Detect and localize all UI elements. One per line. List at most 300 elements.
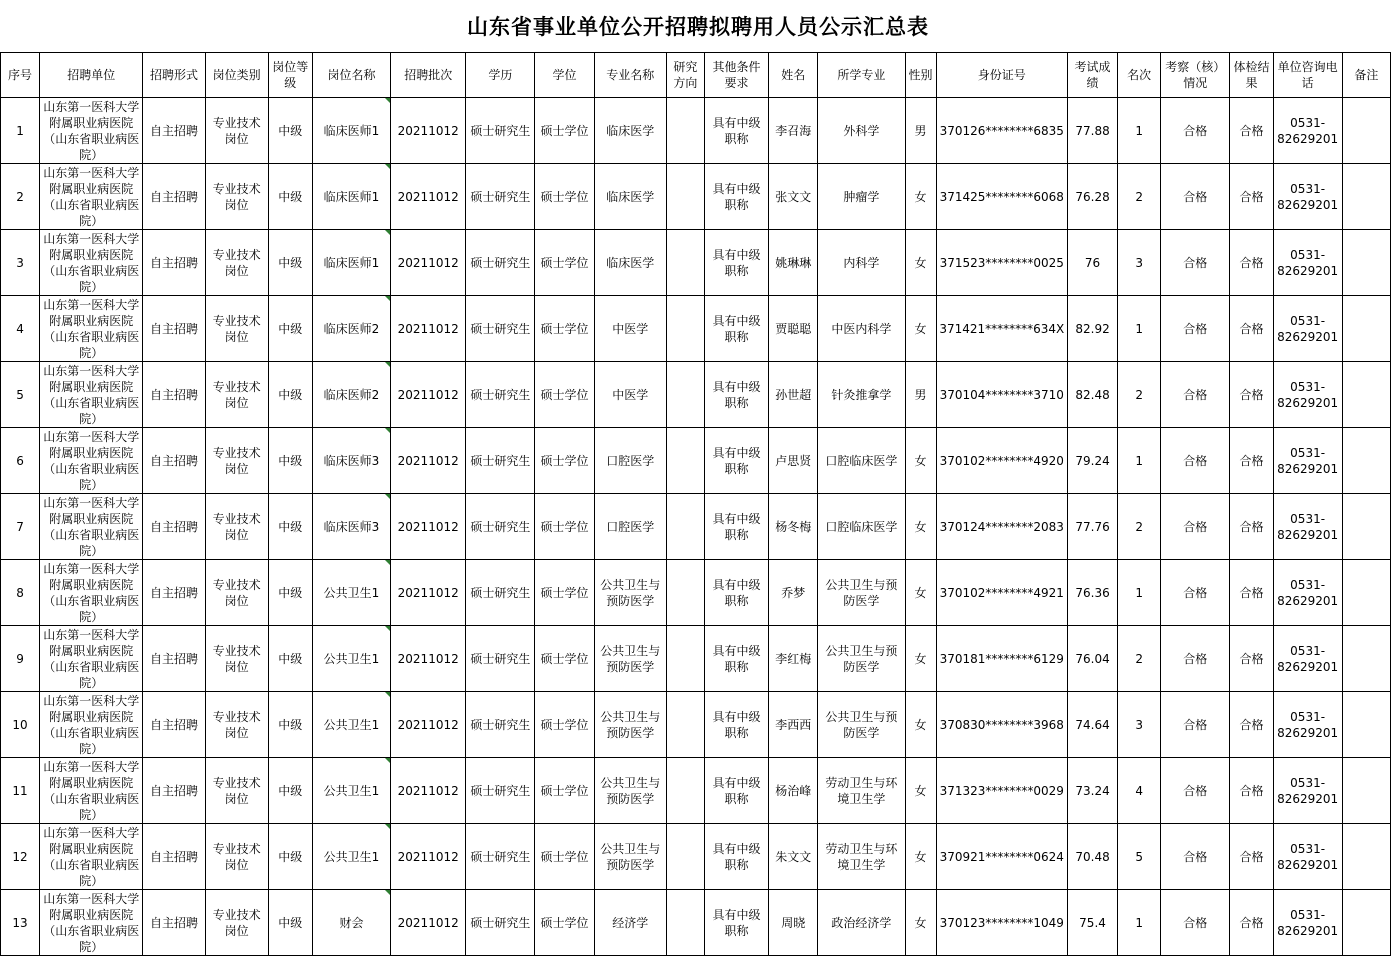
- table-row: [1, 758, 1391, 824]
- cell-degree: 硕士学位: [535, 692, 594, 758]
- cell-level: 中级: [268, 626, 312, 692]
- cell-major: 口腔医学: [594, 428, 666, 494]
- cell-seq: 5: [1, 362, 40, 428]
- cell-education: 硕士研究生: [466, 692, 535, 758]
- cell-category: 专业技术岗位: [205, 230, 268, 296]
- cell-degree: 硕士学位: [535, 758, 594, 824]
- cell-gender: 女: [905, 824, 936, 890]
- cell-medical: 合格: [1230, 494, 1273, 560]
- cell-id: 370124********2083: [936, 494, 1067, 560]
- column-header: 备注: [1342, 53, 1390, 98]
- cell-category: 专业技术岗位: [205, 692, 268, 758]
- cell-direction: [666, 98, 704, 164]
- column-header: 岗位类别: [205, 53, 268, 98]
- cell-other: 具有中级职称: [704, 98, 768, 164]
- cell-score: 77.88: [1067, 98, 1117, 164]
- column-header: 其他条件要求: [704, 53, 768, 98]
- cell-gender: 女: [905, 164, 936, 230]
- cell-level: 中级: [268, 230, 312, 296]
- cell-gender: 女: [905, 560, 936, 626]
- cell-direction: [666, 296, 704, 362]
- cell-other: 具有中级职称: [704, 692, 768, 758]
- cell-direction: [666, 164, 704, 230]
- cell-direction: [666, 428, 704, 494]
- cell-direction: [666, 758, 704, 824]
- cell-name: 李召海: [769, 98, 818, 164]
- cell-degree: 硕士学位: [535, 230, 594, 296]
- cell-rank: 2: [1118, 362, 1161, 428]
- cell-batch: 20211012: [391, 626, 466, 692]
- cell-id: 371421********634X: [936, 296, 1067, 362]
- cell-score: 74.64: [1067, 692, 1117, 758]
- cell-direction: [666, 626, 704, 692]
- cell-id: 370102********4921: [936, 560, 1067, 626]
- cell-seq: 13: [1, 890, 40, 956]
- cell-direction: [666, 560, 704, 626]
- cell-note: [1342, 692, 1390, 758]
- cell-gender: 女: [905, 494, 936, 560]
- cell-medical: 合格: [1230, 428, 1273, 494]
- cell-category: 专业技术岗位: [205, 164, 268, 230]
- column-header: 学位: [535, 53, 594, 98]
- cell-direction: [666, 230, 704, 296]
- cell-id: 370830********3968: [936, 692, 1067, 758]
- cell-category: 专业技术岗位: [205, 494, 268, 560]
- cell-score: 73.24: [1067, 758, 1117, 824]
- cell-name: 杨治峰: [769, 758, 818, 824]
- cell-degree: 硕士学位: [535, 164, 594, 230]
- cell-studied: 公共卫生与预防医学: [818, 560, 905, 626]
- cell-post: 临床医师2: [312, 296, 390, 362]
- cell-form: 自主招聘: [143, 428, 205, 494]
- cell-note: [1342, 890, 1390, 956]
- cell-batch: 20211012: [391, 164, 466, 230]
- cell-education: 硕士研究生: [466, 626, 535, 692]
- cell-seq: 7: [1, 494, 40, 560]
- cell-post: 临床医师3: [312, 428, 390, 494]
- column-header: 体检结果: [1230, 53, 1273, 98]
- cell-inspect: 合格: [1161, 494, 1230, 560]
- cell-medical: 合格: [1230, 362, 1273, 428]
- header-row: [1, 53, 1391, 98]
- cell-education: 硕士研究生: [466, 494, 535, 560]
- cell-name: 周晓: [769, 890, 818, 956]
- cell-note: [1342, 560, 1390, 626]
- cell-phone: 0531-82629201: [1273, 428, 1342, 494]
- cell-seq: 8: [1, 560, 40, 626]
- recruitment-table: [0, 52, 1391, 956]
- cell-batch: 20211012: [391, 362, 466, 428]
- cell-unit: 山东第一医科大学附属职业病医院（山东省职业病医院）: [40, 758, 143, 824]
- cell-direction: [666, 362, 704, 428]
- cell-medical: 合格: [1230, 692, 1273, 758]
- cell-batch: 20211012: [391, 824, 466, 890]
- cell-score: 76.04: [1067, 626, 1117, 692]
- cell-degree: 硕士学位: [535, 362, 594, 428]
- cell-gender: 女: [905, 758, 936, 824]
- column-header: 身份证号: [936, 53, 1067, 98]
- column-header: 考察（核）情况: [1161, 53, 1230, 98]
- cell-other: 具有中级职称: [704, 230, 768, 296]
- cell-level: 中级: [268, 98, 312, 164]
- cell-rank: 1: [1118, 890, 1161, 956]
- cell-inspect: 合格: [1161, 758, 1230, 824]
- table-body: [1, 98, 1391, 956]
- column-header: 名次: [1118, 53, 1161, 98]
- cell-rank: 4: [1118, 758, 1161, 824]
- cell-direction: [666, 890, 704, 956]
- cell-unit: 山东第一医科大学附属职业病医院（山东省职业病医院）: [40, 560, 143, 626]
- cell-gender: 女: [905, 626, 936, 692]
- cell-unit: 山东第一医科大学附属职业病医院（山东省职业病医院）: [40, 98, 143, 164]
- cell-form: 自主招聘: [143, 230, 205, 296]
- cell-direction: [666, 824, 704, 890]
- cell-degree: 硕士学位: [535, 296, 594, 362]
- cell-category: 专业技术岗位: [205, 890, 268, 956]
- cell-major: 中医学: [594, 362, 666, 428]
- cell-phone: 0531-82629201: [1273, 98, 1342, 164]
- cell-inspect: 合格: [1161, 98, 1230, 164]
- cell-phone: 0531-82629201: [1273, 494, 1342, 560]
- cell-degree: 硕士学位: [535, 98, 594, 164]
- cell-name: 乔梦: [769, 560, 818, 626]
- cell-rank: 5: [1118, 824, 1161, 890]
- cell-name: 杨冬梅: [769, 494, 818, 560]
- cell-id: 371523********0025: [936, 230, 1067, 296]
- cell-education: 硕士研究生: [466, 428, 535, 494]
- cell-level: 中级: [268, 758, 312, 824]
- cell-unit: 山东第一医科大学附属职业病医院（山东省职业病医院）: [40, 890, 143, 956]
- cell-rank: 1: [1118, 98, 1161, 164]
- cell-medical: 合格: [1230, 626, 1273, 692]
- cell-post: 公共卫生1: [312, 758, 390, 824]
- cell-medical: 合格: [1230, 230, 1273, 296]
- cell-name: 李红梅: [769, 626, 818, 692]
- cell-medical: 合格: [1230, 98, 1273, 164]
- cell-other: 具有中级职称: [704, 428, 768, 494]
- cell-education: 硕士研究生: [466, 824, 535, 890]
- cell-inspect: 合格: [1161, 164, 1230, 230]
- cell-name: 贾聪聪: [769, 296, 818, 362]
- column-header: 招聘批次: [391, 53, 466, 98]
- cell-level: 中级: [268, 428, 312, 494]
- cell-rank: 3: [1118, 692, 1161, 758]
- cell-form: 自主招聘: [143, 626, 205, 692]
- cell-seq: 6: [1, 428, 40, 494]
- cell-note: [1342, 626, 1390, 692]
- cell-inspect: 合格: [1161, 824, 1230, 890]
- cell-post: 财会: [312, 890, 390, 956]
- cell-unit: 山东第一医科大学附属职业病医院（山东省职业病医院）: [40, 494, 143, 560]
- column-header: 招聘形式: [143, 53, 205, 98]
- cell-score: 75.4: [1067, 890, 1117, 956]
- cell-note: [1342, 362, 1390, 428]
- cell-level: 中级: [268, 824, 312, 890]
- cell-gender: 女: [905, 890, 936, 956]
- cell-id: 370123********1049: [936, 890, 1067, 956]
- cell-gender: 男: [905, 98, 936, 164]
- cell-score: 76.28: [1067, 164, 1117, 230]
- table-row: [1, 296, 1391, 362]
- cell-batch: 20211012: [391, 692, 466, 758]
- cell-seq: 12: [1, 824, 40, 890]
- cell-batch: 20211012: [391, 230, 466, 296]
- cell-inspect: 合格: [1161, 230, 1230, 296]
- cell-post: 公共卫生1: [312, 626, 390, 692]
- cell-unit: 山东第一医科大学附属职业病医院（山东省职业病医院）: [40, 164, 143, 230]
- cell-post: 公共卫生1: [312, 560, 390, 626]
- cell-seq: 10: [1, 692, 40, 758]
- cell-form: 自主招聘: [143, 362, 205, 428]
- cell-inspect: 合格: [1161, 560, 1230, 626]
- cell-major: 公共卫生与预防医学: [594, 758, 666, 824]
- cell-degree: 硕士学位: [535, 494, 594, 560]
- cell-form: 自主招聘: [143, 560, 205, 626]
- cell-seq: 4: [1, 296, 40, 362]
- cell-form: 自主招聘: [143, 824, 205, 890]
- cell-name: 李西西: [769, 692, 818, 758]
- table-row: [1, 164, 1391, 230]
- cell-major: 中医学: [594, 296, 666, 362]
- cell-form: 自主招聘: [143, 758, 205, 824]
- table-row: [1, 692, 1391, 758]
- cell-other: 具有中级职称: [704, 890, 768, 956]
- cell-rank: 1: [1118, 428, 1161, 494]
- cell-level: 中级: [268, 164, 312, 230]
- cell-level: 中级: [268, 362, 312, 428]
- column-header: 招聘单位: [40, 53, 143, 98]
- table-row: [1, 494, 1391, 560]
- cell-post: 公共卫生1: [312, 824, 390, 890]
- column-header: 研究方向: [666, 53, 704, 98]
- cell-studied: 公共卫生与预防医学: [818, 692, 905, 758]
- cell-education: 硕士研究生: [466, 296, 535, 362]
- cell-id: 371425********6068: [936, 164, 1067, 230]
- cell-rank: 2: [1118, 626, 1161, 692]
- cell-score: 76.36: [1067, 560, 1117, 626]
- cell-education: 硕士研究生: [466, 362, 535, 428]
- cell-education: 硕士研究生: [466, 890, 535, 956]
- cell-direction: [666, 692, 704, 758]
- cell-note: [1342, 824, 1390, 890]
- cell-studied: 中医内科学: [818, 296, 905, 362]
- cell-post: 公共卫生1: [312, 692, 390, 758]
- cell-post: 临床医师1: [312, 230, 390, 296]
- cell-phone: 0531-82629201: [1273, 164, 1342, 230]
- cell-other: 具有中级职称: [704, 494, 768, 560]
- cell-note: [1342, 230, 1390, 296]
- table-row: [1, 230, 1391, 296]
- cell-post: 临床医师1: [312, 164, 390, 230]
- cell-id: 371323********0029: [936, 758, 1067, 824]
- cell-unit: 山东第一医科大学附属职业病医院（山东省职业病医院）: [40, 230, 143, 296]
- cell-other: 具有中级职称: [704, 758, 768, 824]
- cell-batch: 20211012: [391, 98, 466, 164]
- cell-medical: 合格: [1230, 890, 1273, 956]
- cell-id: 370921********0624: [936, 824, 1067, 890]
- cell-medical: 合格: [1230, 758, 1273, 824]
- column-header: 单位咨询电话: [1273, 53, 1342, 98]
- cell-phone: 0531-82629201: [1273, 626, 1342, 692]
- cell-score: 70.48: [1067, 824, 1117, 890]
- cell-gender: 男: [905, 362, 936, 428]
- cell-degree: 硕士学位: [535, 428, 594, 494]
- cell-direction: [666, 494, 704, 560]
- cell-category: 专业技术岗位: [205, 824, 268, 890]
- cell-name: 孙世超: [769, 362, 818, 428]
- cell-post: 临床医师3: [312, 494, 390, 560]
- cell-other: 具有中级职称: [704, 362, 768, 428]
- cell-category: 专业技术岗位: [205, 98, 268, 164]
- cell-studied: 肿瘤学: [818, 164, 905, 230]
- cell-gender: 女: [905, 692, 936, 758]
- cell-category: 专业技术岗位: [205, 428, 268, 494]
- cell-form: 自主招聘: [143, 98, 205, 164]
- cell-major: 临床医学: [594, 164, 666, 230]
- cell-note: [1342, 428, 1390, 494]
- cell-medical: 合格: [1230, 296, 1273, 362]
- cell-score: 79.24: [1067, 428, 1117, 494]
- cell-gender: 女: [905, 428, 936, 494]
- cell-seq: 1: [1, 98, 40, 164]
- cell-form: 自主招聘: [143, 494, 205, 560]
- cell-unit: 山东第一医科大学附属职业病医院（山东省职业病医院）: [40, 362, 143, 428]
- cell-unit: 山东第一医科大学附属职业病医院（山东省职业病医院）: [40, 428, 143, 494]
- cell-major: 临床医学: [594, 230, 666, 296]
- cell-education: 硕士研究生: [466, 164, 535, 230]
- cell-medical: 合格: [1230, 560, 1273, 626]
- table-row: [1, 824, 1391, 890]
- cell-gender: 女: [905, 230, 936, 296]
- cell-major: 公共卫生与预防医学: [594, 626, 666, 692]
- cell-major: 临床医学: [594, 98, 666, 164]
- cell-education: 硕士研究生: [466, 98, 535, 164]
- table-row: [1, 428, 1391, 494]
- cell-phone: 0531-82629201: [1273, 230, 1342, 296]
- cell-other: 具有中级职称: [704, 164, 768, 230]
- cell-unit: 山东第一医科大学附属职业病医院（山东省职业病医院）: [40, 296, 143, 362]
- cell-studied: 公共卫生与预防医学: [818, 626, 905, 692]
- cell-education: 硕士研究生: [466, 230, 535, 296]
- cell-name: 朱文文: [769, 824, 818, 890]
- cell-medical: 合格: [1230, 164, 1273, 230]
- page-title: 山东省事业单位公开招聘拟聘用人员公示汇总表: [467, 15, 929, 39]
- column-header: 序号: [1, 53, 40, 98]
- cell-phone: 0531-82629201: [1273, 692, 1342, 758]
- cell-form: 自主招聘: [143, 692, 205, 758]
- cell-id: 370104********3710: [936, 362, 1067, 428]
- cell-studied: 外科学: [818, 98, 905, 164]
- cell-note: [1342, 758, 1390, 824]
- cell-phone: 0531-82629201: [1273, 560, 1342, 626]
- cell-seq: 9: [1, 626, 40, 692]
- cell-unit: 山东第一医科大学附属职业病医院（山东省职业病医院）: [40, 692, 143, 758]
- cell-inspect: 合格: [1161, 890, 1230, 956]
- cell-rank: 1: [1118, 296, 1161, 362]
- cell-phone: 0531-82629201: [1273, 362, 1342, 428]
- cell-studied: 口腔临床医学: [818, 428, 905, 494]
- cell-seq: 11: [1, 758, 40, 824]
- cell-major: 公共卫生与预防医学: [594, 692, 666, 758]
- cell-degree: 硕士学位: [535, 890, 594, 956]
- cell-unit: 山东第一医科大学附属职业病医院（山东省职业病医院）: [40, 824, 143, 890]
- cell-name: 张文文: [769, 164, 818, 230]
- cell-category: 专业技术岗位: [205, 758, 268, 824]
- table-row: [1, 890, 1391, 956]
- cell-post: 临床医师2: [312, 362, 390, 428]
- table-row: [1, 362, 1391, 428]
- column-header: 性别: [905, 53, 936, 98]
- cell-studied: 政治经济学: [818, 890, 905, 956]
- cell-rank: 2: [1118, 494, 1161, 560]
- cell-batch: 20211012: [391, 296, 466, 362]
- cell-rank: 3: [1118, 230, 1161, 296]
- column-header: 专业名称: [594, 53, 666, 98]
- cell-id: 370102********4920: [936, 428, 1067, 494]
- cell-major: 经济学: [594, 890, 666, 956]
- cell-seq: 2: [1, 164, 40, 230]
- table-row: [1, 560, 1391, 626]
- cell-seq: 3: [1, 230, 40, 296]
- cell-category: 专业技术岗位: [205, 362, 268, 428]
- cell-phone: 0531-82629201: [1273, 296, 1342, 362]
- column-header: 所学专业: [818, 53, 905, 98]
- cell-form: 自主招聘: [143, 164, 205, 230]
- cell-score: 77.76: [1067, 494, 1117, 560]
- cell-form: 自主招聘: [143, 890, 205, 956]
- column-header: 考试成绩: [1067, 53, 1117, 98]
- cell-batch: 20211012: [391, 560, 466, 626]
- cell-batch: 20211012: [391, 428, 466, 494]
- table-row: [1, 98, 1391, 164]
- cell-score: 82.92: [1067, 296, 1117, 362]
- cell-batch: 20211012: [391, 758, 466, 824]
- cell-score: 76: [1067, 230, 1117, 296]
- cell-major: 公共卫生与预防医学: [594, 824, 666, 890]
- cell-medical: 合格: [1230, 824, 1273, 890]
- cell-category: 专业技术岗位: [205, 560, 268, 626]
- cell-major: 公共卫生与预防医学: [594, 560, 666, 626]
- table-row: [1, 626, 1391, 692]
- cell-form: 自主招聘: [143, 296, 205, 362]
- cell-phone: 0531-82629201: [1273, 890, 1342, 956]
- cell-note: [1342, 296, 1390, 362]
- column-header: 岗位名称: [312, 53, 390, 98]
- cell-level: 中级: [268, 692, 312, 758]
- cell-gender: 女: [905, 296, 936, 362]
- cell-phone: 0531-82629201: [1273, 824, 1342, 890]
- cell-score: 82.48: [1067, 362, 1117, 428]
- cell-category: 专业技术岗位: [205, 296, 268, 362]
- cell-degree: 硕士学位: [535, 560, 594, 626]
- cell-education: 硕士研究生: [466, 758, 535, 824]
- cell-id: 370181********6129: [936, 626, 1067, 692]
- cell-degree: 硕士学位: [535, 824, 594, 890]
- cell-level: 中级: [268, 494, 312, 560]
- cell-unit: 山东第一医科大学附属职业病医院（山东省职业病医院）: [40, 626, 143, 692]
- cell-studied: 劳动卫生与环境卫生学: [818, 824, 905, 890]
- cell-inspect: 合格: [1161, 296, 1230, 362]
- cell-batch: 20211012: [391, 494, 466, 560]
- cell-degree: 硕士学位: [535, 626, 594, 692]
- cell-name: 卢思贤: [769, 428, 818, 494]
- cell-education: 硕士研究生: [466, 560, 535, 626]
- cell-name: 姚琳琳: [769, 230, 818, 296]
- column-header: 岗位等级: [268, 53, 312, 98]
- cell-other: 具有中级职称: [704, 626, 768, 692]
- cell-rank: 1: [1118, 560, 1161, 626]
- cell-level: 中级: [268, 890, 312, 956]
